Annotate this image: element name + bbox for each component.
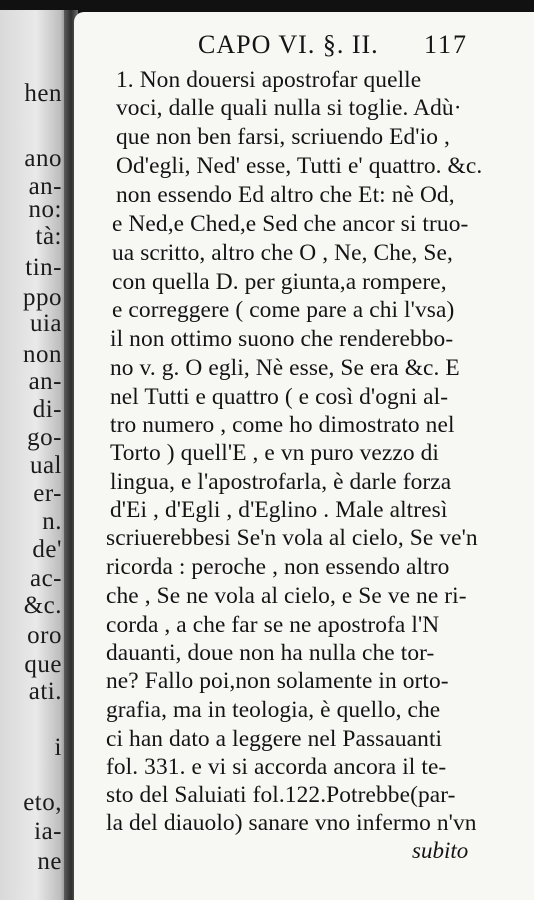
text-line: Od'egli, Ned' esse, Tutti e' quattro. &c. — [116, 153, 483, 179]
text-line: voci, dalle quali nulla si toglie. Adù· — [116, 95, 462, 121]
margin-fragment: ia- — [34, 818, 62, 845]
text-line: ne? Fallo poi,non solamente in orto- — [106, 668, 449, 694]
text-line: con quella D. per giunta,a rompere, — [112, 269, 447, 295]
margin-fragment: non — [23, 341, 62, 368]
margin-fragment: i — [54, 734, 62, 761]
margin-fragment: no: — [28, 196, 62, 223]
margin-fragment: di- — [32, 396, 62, 423]
margin-fragment: eto, — [23, 789, 62, 816]
margin-fragment: an- — [28, 368, 62, 395]
margin-fragment: que — [24, 651, 62, 678]
catchword: subito — [412, 838, 469, 863]
text-line: scriuerebbesi Se'n vola al cielo, Se ve'n — [106, 525, 478, 551]
text-line: grafia, ma in teologia, è quello, che — [106, 697, 441, 723]
margin-fragment: go- — [27, 424, 62, 451]
text-line: nel Tutti e quattro ( e così d'ogni al- — [110, 384, 449, 410]
margin-fragment: de' — [32, 536, 62, 563]
margin-fragment: er- — [33, 480, 62, 507]
text-line: 1. Non douersi apostrofar quelle — [116, 67, 422, 93]
text-line: lingua, e l'apostrofarla, è darle forza — [110, 469, 452, 495]
margin-fragment: tin- — [25, 254, 62, 281]
running-title: CAPO VI. §. II. — [198, 30, 379, 59]
margin-fragment: oro — [27, 622, 62, 649]
page-number: 117 — [424, 30, 469, 59]
margin-fragment: tà: — [35, 223, 62, 250]
margin-fragment: ne — [37, 848, 62, 875]
text-line: ua scritto, altro che O , Ne, Che, Se, — [112, 240, 453, 266]
margin-fragment: ppo — [23, 284, 62, 311]
text-line: d'Ei , d'Egli , d'Eglino . Male altresì — [110, 497, 448, 523]
page-header — [198, 30, 488, 64]
text-line: tro numero , come ho dimostrato nel — [110, 412, 455, 438]
margin-fragment: &c. — [23, 592, 62, 619]
text-line: Torto ) quell'E , e vn puro vezzo di — [110, 440, 440, 466]
text-line: que non ben farsi, scriuendo Ed'io , — [116, 124, 450, 150]
text-line: corda , a che far se ne apostrofa l'N — [106, 612, 440, 638]
margin-fragment: ano — [24, 145, 62, 172]
text-line: dauanti, doue non ha nulla che tor- — [106, 640, 435, 666]
text-line: ricorda : peroche , non essendo altro — [106, 554, 450, 580]
text-line: no v. g. O egli, Nè esse, Se era &c. E — [110, 355, 460, 381]
text-line: ci han dato a leggere nel Passauanti — [106, 726, 443, 752]
margin-fragment: ac- — [29, 565, 62, 592]
text-line: il non ottimo suono che renderebbo- — [110, 326, 454, 352]
text-line: sto del Saluiati fol.122.Potrebbe(par- — [106, 782, 456, 808]
text-line: fol. 331. e vi si accorda ancora il te- — [106, 754, 447, 780]
margin-fragment: n. — [42, 508, 62, 535]
text-line: e Ned,e Ched,e Sed che ancor si truo- — [112, 211, 469, 237]
margin-fragment: hen — [24, 80, 62, 107]
margin-fragment: ati. — [28, 678, 62, 705]
text-line: la del diauolo) sanare vno infermo n'vn — [106, 810, 477, 836]
margin-fragment: an- — [28, 173, 62, 200]
text-line: non essendo Ed altro che Et: nè Od, — [116, 182, 455, 208]
text-line: che , Se ne vola al cielo, e Se ve ne ri- — [106, 583, 467, 609]
margin-fragment: ual — [29, 452, 62, 479]
margin-fragment: uia — [29, 310, 62, 337]
facing-page-edge — [0, 10, 66, 900]
text-line: e correggere ( come pare a chi l'vsa) — [112, 297, 455, 323]
